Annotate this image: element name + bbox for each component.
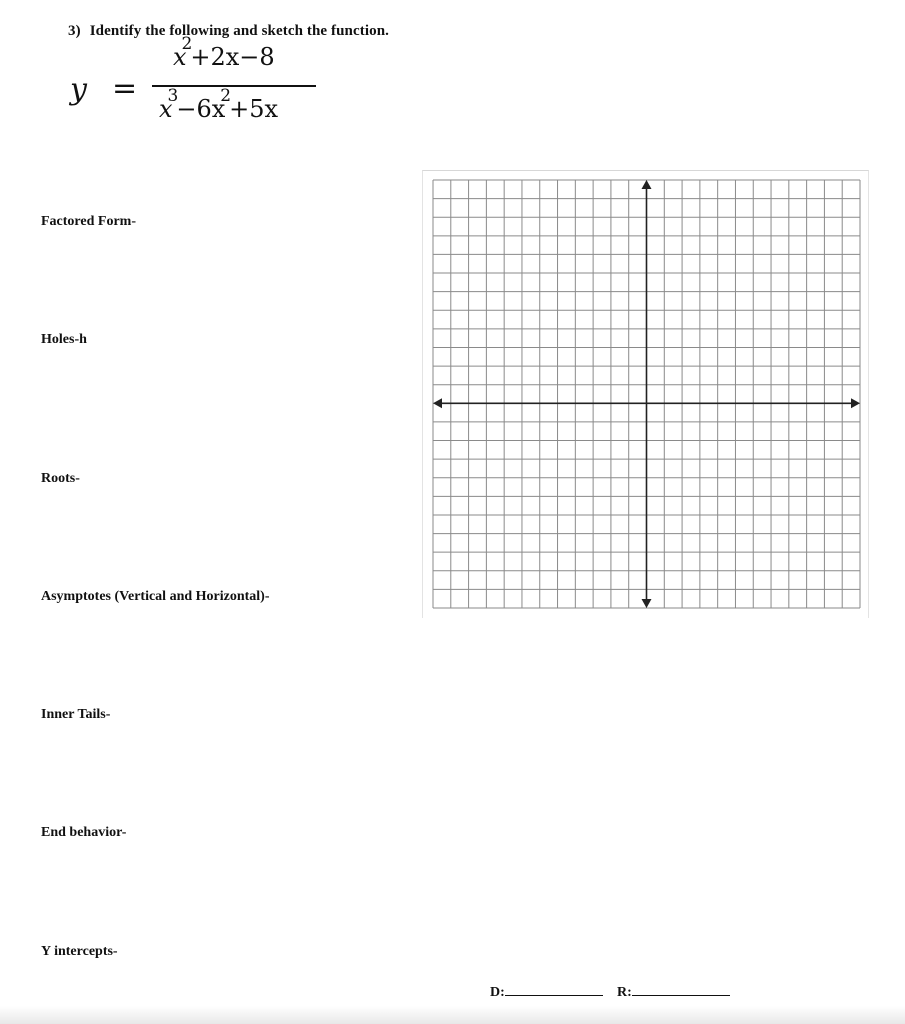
denominator-exponent-2: 2 xyxy=(220,86,232,106)
numerator-exponent: 2 xyxy=(181,34,193,54)
question-instruction: Identify the following and sketch the function. xyxy=(89,23,390,39)
inner-tails-label: Inner Tails- xyxy=(41,707,111,722)
domain-label: D: xyxy=(490,985,505,1000)
range-label: R: xyxy=(617,985,632,1000)
denominator-term-3: +5x xyxy=(229,95,279,123)
denominator-exponent-1: 3 xyxy=(167,86,179,106)
x-axis-right-arrow-icon xyxy=(851,398,860,408)
numerator-x: x xyxy=(173,43,187,71)
asymptotes-label: Asymptotes (Vertical and Horizontal)- xyxy=(41,589,270,604)
end-behavior-label: End behavior- xyxy=(41,825,127,840)
domain-field[interactable] xyxy=(490,983,603,1001)
question-number: 3) xyxy=(68,23,81,39)
range-field[interactable] xyxy=(617,983,730,1001)
range-blank-line[interactable] xyxy=(632,983,730,996)
equation-equals-sign: = xyxy=(112,71,138,106)
y-axis-up-arrow-icon xyxy=(642,180,652,189)
page-bottom-shade xyxy=(0,1006,905,1024)
denominator-x: x xyxy=(159,95,173,123)
denominator-term-2: −6x xyxy=(176,95,226,123)
equation-lhs: y xyxy=(70,72,87,107)
x-axis-left-arrow-icon xyxy=(433,398,442,408)
domain-blank-line[interactable] xyxy=(505,983,603,996)
factored-form-label: Factored Form- xyxy=(41,214,136,229)
numerator-rest: +2x−8 xyxy=(190,43,275,71)
roots-label: Roots- xyxy=(41,471,80,486)
holes-label: Holes-h xyxy=(41,332,87,347)
y-intercepts-label: Y intercepts- xyxy=(41,944,118,959)
y-axis-down-arrow-icon xyxy=(642,599,652,608)
